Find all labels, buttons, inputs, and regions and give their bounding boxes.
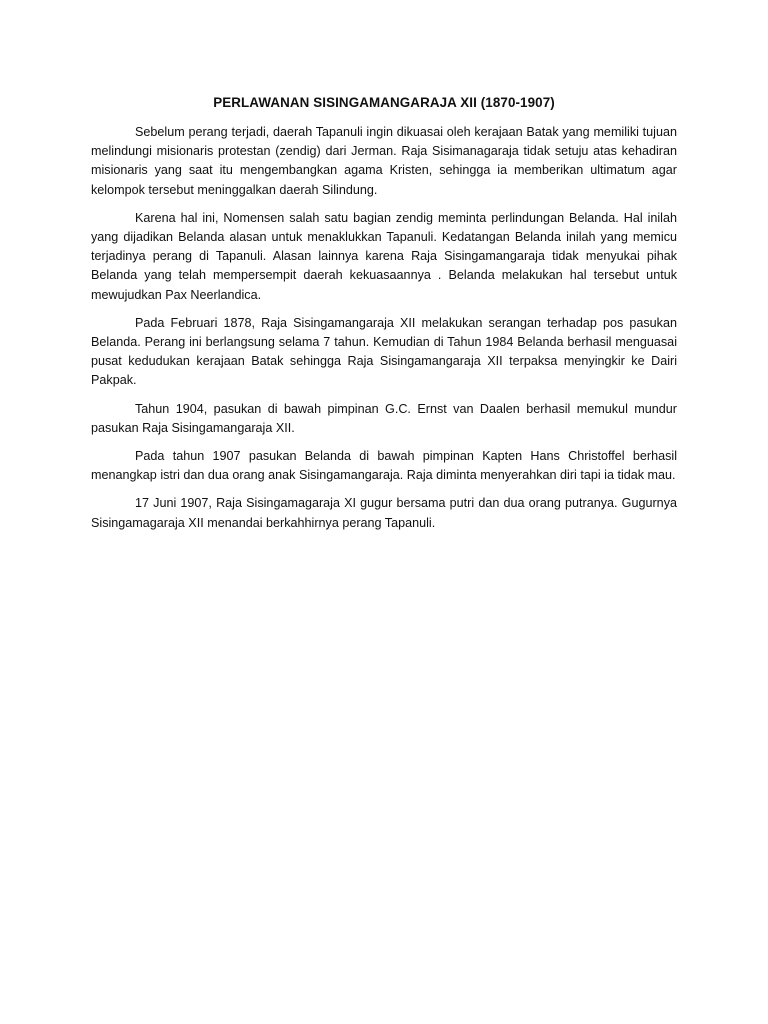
document-title: PERLAWANAN SISINGAMANGARAJA XII (1870-1907) xyxy=(213,95,555,110)
paragraph-5: Pada tahun 1907 pasukan Belanda di bawah pimpinan Kapten Hans Christoffel berhasil menangkap istri dan dua orang anak Sisingamangaraja. Raja diminta menyerahkan diri tapi ia tidak mau. xyxy=(91,449,677,483)
document-page xyxy=(91,94,677,542)
paragraph-6: 17 Juni 1907, Raja Sisingamagaraja XI gugur bersama putri dan dua orang putranya. Gugurnya Sisingamagaraja XII menandai berkahhirnya perang Tapanuli. xyxy=(91,496,677,530)
paragraph-3: Pada Februari 1878, Raja Sisingamangaraja XII melakukan serangan terhadap pos pasukan Belanda. Perang ini berlangsung selama 7 tahun. Kemudian di Tahun 1984 Belanda berhasil menguasai pusat kedudukan kerajaan Batak sehingga Raja Sisingamangaraja XII terpaksa menyingkir ke Dairi Pakpak. xyxy=(91,315,677,388)
paragraph-1: Sebelum perang terjadi, daerah Tapanuli ingin dikuasai oleh kerajaan Batak yang memiliki tujuan melindungi misionaris protestan (zendig) dari Jerman. Raja Sisimanagaraja tidak setuju atas kehadiran misionaris yang saat itu mengembangkan agama Kristen, sehingga ia memberikan ultimatum agar kelompok tersebut meninggalkan daerah Silindung. xyxy=(91,125,677,197)
paragraph-2: Karena hal ini, Nomensen salah satu bagian zendig meminta perlindungan Belanda. Hal inilah yang dijadikan Belanda alasan untuk menaklukkan Tapanuli. Kedatangan Belanda inilah yang memicu terjadinya perang di Tapanuli. Alasan lainnya karena Raja Sisingamangaraja tidak menyukai pihak Belanda yang telah mempersempit daerah kekuasaannya . Belanda melakukan hal tersebut untuk mewujudkan Pax Neerlandica. xyxy=(91,210,677,302)
paragraph-4: Tahun 1904, pasukan di bawah pimpinan G.C. Ernst van Daalen berhasil memukul mundur pasukan Raja Sisingamangaraja XII. xyxy=(91,401,677,435)
